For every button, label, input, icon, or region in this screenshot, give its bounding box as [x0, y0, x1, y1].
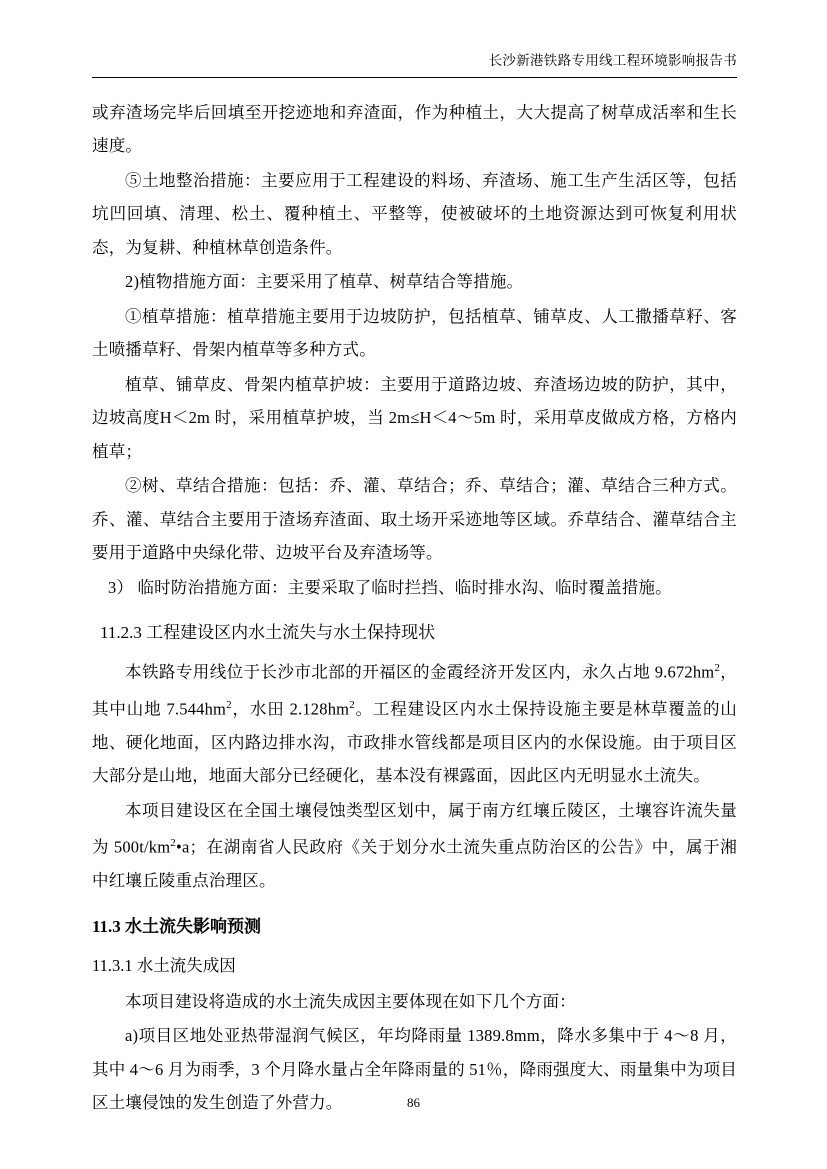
paragraph-temporary-measures: 3） 临时防治措施方面：主要采取了临时拦挡、临时排水沟、临时覆盖措施。	[108, 577, 672, 597]
heading-11-3: 11.3 水土流失影响预测	[92, 916, 262, 936]
paragraph-project-location	[92, 652, 737, 793]
text-run: ，水田 2.128hm	[231, 699, 350, 719]
page-header: 长沙新港铁路专用线工程环境影响报告书	[488, 53, 737, 68]
paragraph-plant-measures: 2)植物措施方面：主要采用了植草、树草结合等措施。	[125, 272, 524, 292]
paragraph-grass-measures: ①植草措施：植草措施主要用于边坡防护，包括植草、铺草皮、人工撒播草籽、客土喷播草籽、骨架内植草等多种方式。	[92, 306, 737, 360]
text-run: 。工程建设区内水土保持设施主要是林草覆盖的山地、硬化地面，区内路边排水沟，市政排水管线都是项目区内的水保设施。由于项目区大部分是山地，地面大部分已经硬化，基本没有裸露面，因此区内无明显水土流失。	[92, 699, 738, 786]
paragraph-land-remediation: ⑤土地整治措施：主要应用于工程建设的料场、弃渣场、施工生产生活区等，包括坑凹回填、清理、松土、覆种植土、平整等，使被破坏的土地资源达到可恢复利用状态，为复耕、种植林草创造条件。	[92, 170, 737, 257]
superscript-2: 2	[714, 661, 721, 674]
paragraph-slope-protection: 植草、铺草皮、骨架内植草护坡：主要用于道路边坡、弃渣场边坡的防护，其中，边坡高度H＜2m 时，采用植草护坡，当 2m≤H＜4～5m 时，采用草皮做成方格，方格内植草；	[92, 374, 737, 461]
paragraph-tree-grass-combination: ②树、草结合措施：包括：乔、灌、草结合；乔、草结合；灌、草结合三种方式。乔、灌、草结合主要用于渣场弃渣面、取土场开采迹地等区域。乔草结合、灌草结合主要用于道路中央绿化带、边坡平台及弃渣场等。	[92, 476, 737, 563]
heading-11-3-1: 11.3.1 水土流失成因	[92, 956, 236, 976]
superscript-2: 2	[170, 837, 176, 850]
paragraph-soil-erosion-zone	[92, 794, 737, 898]
text-run: 本项目建设区在全国土壤侵蚀类型区划中，属于南方红壤丘陵区，土壤容许流失量为 500t/km	[92, 800, 737, 857]
text-run: 本铁路专用线位于长沙市北部的开福区的金霞经济开发区内，永久占地 9.672hm	[125, 662, 715, 682]
text-run: ，其中山地 7.544hm	[92, 662, 738, 719]
page-content	[92, 52, 737, 1121]
paragraph-erosion-causes-intro: 本项目建设将造成的水土流失成因主要体现在如下几个方面：	[125, 991, 576, 1011]
paragraph-continuation: 或弃渣场完毕后回填至开挖迹地和弃渣面，作为种植土，大大提高了树草成活率和生长速度。	[92, 102, 737, 156]
page-number: 86	[407, 1095, 420, 1110]
paragraph-climate-rainfall: a)项目区地处亚热带湿润气候区，年均降雨量 1389.8mm，降水多集中于 4～8 月，其中 4～6 月为雨季，3 个月降水量占全年降雨量的 51％，降雨强度大、雨量集中为项目区土壤侵蚀的发生创造了外营力。	[92, 1026, 737, 1113]
heading-11-2-3: 11.2.3 工程建设区内水土流失与水土保持现状	[100, 623, 436, 643]
header-divider	[92, 77, 737, 78]
superscript-2: 2	[349, 698, 355, 711]
text-run: •a；在湖南省人民政府《关于划分水土流失重点防治区的公告》中，属于湘中红壤丘陵重点治理区。	[92, 837, 737, 891]
superscript-2: 2	[226, 698, 232, 711]
